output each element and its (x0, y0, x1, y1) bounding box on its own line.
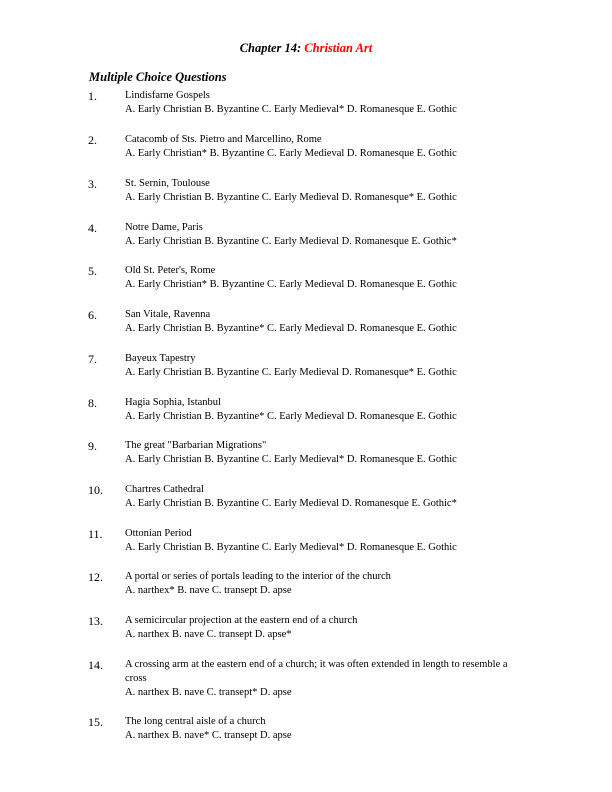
question-number: 9. (88, 439, 97, 453)
question-prompt: Notre Dame, Paris (125, 222, 203, 233)
question-prompt: A crossing arm at the eastern end of a church; it was often extended in length to resemble a cross (125, 659, 508, 684)
question-number: 5. (88, 264, 97, 278)
question-prompt: Chartres Cathedral (125, 484, 205, 495)
answer-choices: A. narthex B. nave C. transept* D. apse (125, 687, 292, 698)
question-number: 7. (88, 352, 97, 366)
answer-choices: A. Early Christian B. Byzantine* C. Early Medieval D. Romanesque E. Gothic (125, 411, 457, 422)
chapter-title-prefix: Chapter 14: (239, 41, 302, 55)
question-number: 6. (88, 308, 97, 322)
question-prompt: Hagia Sophia, Istanbul (125, 397, 221, 408)
answer-choices: A. Early Christian B. Byzantine C. Early Medieval* D. Romanesque E. Gothic (125, 454, 457, 465)
question-prompt: Bayeux Tapestry (125, 353, 196, 364)
answer-choices: A. Early Christian B. Byzantine* C. Early Medieval D. Romanesque E. Gothic (125, 323, 457, 334)
answer-choices: A. Early Christian B. Byzantine C. Early Medieval D. Romanesque E. Gothic* (125, 498, 457, 509)
answer-choices: A. Early Christian B. Byzantine C. Early Medieval* D. Romanesque E. Gothic (125, 542, 457, 553)
question-number: 8. (88, 396, 97, 410)
answer-choices: A. Early Christian B. Byzantine C. Early Medieval* D. Romanesque E. Gothic (125, 104, 457, 115)
answer-choices: A. Early Christian B. Byzantine C. Early Medieval D. Romanesque E. Gothic* (125, 236, 457, 247)
answer-choices: A. Early Christian* B. Byzantine C. Early Medieval D. Romanesque E. Gothic (125, 148, 457, 159)
question-prompt: St. Sernin, Toulouse (125, 178, 210, 189)
question-number: 2. (88, 133, 97, 147)
answer-choices: A. narthex* B. nave C. transept D. apse (125, 585, 292, 596)
question-prompt: Lindisfarne Gospels (125, 90, 210, 101)
question-number: 11. (88, 527, 103, 541)
question-prompt: A portal or series of portals leading to the interior of the church (125, 571, 391, 582)
question-number: 14. (88, 658, 103, 672)
answer-choices: A. Early Christian* B. Byzantine C. Early Medieval D. Romanesque E. Gothic (125, 279, 457, 290)
question-prompt: San Vitale, Ravenna (125, 309, 211, 320)
answer-choices: A. narthex B. nave C. transept D. apse* (125, 629, 292, 640)
section-heading: Multiple Choice Questions (89, 70, 227, 84)
question-number: 13. (88, 614, 103, 628)
answer-choices: A. Early Christian B. Byzantine C. Early Medieval D. Romanesque* E. Gothic (125, 192, 457, 203)
question-prompt: Ottonian Period (125, 528, 192, 539)
question-prompt: The long central aisle of a church (125, 716, 266, 727)
chapter-title (0, 41, 612, 56)
question-number: 1. (88, 89, 97, 103)
question-number: 15. (88, 715, 103, 729)
question-number: 10. (88, 483, 103, 497)
question-prompt: Catacomb of Sts. Pietro and Marcellino, Rome (125, 134, 322, 145)
chapter-title-topic: Christian Art (304, 41, 373, 55)
question-number: 4. (88, 221, 97, 235)
answer-choices: A. Early Christian B. Byzantine C. Early Medieval D. Romanesque* E. Gothic (125, 367, 457, 378)
question-number: 3. (88, 177, 97, 191)
question-number: 12. (88, 570, 103, 584)
question-prompt: Old St. Peter's, Rome (125, 265, 216, 276)
answer-choices: A. narthex B. nave* C. transept D. apse (125, 730, 292, 741)
question-prompt: The great "Barbarian Migrations" (125, 440, 267, 451)
question-prompt: A semicircular projection at the eastern end of a church (125, 615, 358, 626)
